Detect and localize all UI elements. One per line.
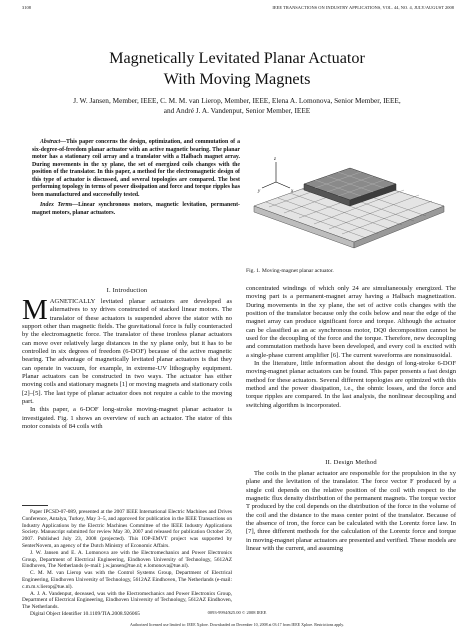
axis-z-label: z xyxy=(274,157,276,162)
figure-1 xyxy=(246,138,454,260)
right-paragraph-2: In the literature, little information about the design of long-stroke 6-DOF moving-magnet planar actuators can be found. This paper presents a fast design method for these actuators. Several different topologies are optimized with this method and the power dissipation, i.e., the ohmic losses, and the force and torque ripples are compared. In the last analysis, the nonlinear decoupling and switching algorithm is incorporated. xyxy=(246,360,456,409)
footnote-3: C. M. M. van Lierop was with the Control Systems Group, Department of Electrical Engineering, Eindhoven University of Technology, 5612AZ Eindhoven, The Netherlands (e-mail: c.m.m.v.lierop@tue.nl). xyxy=(22,570,232,590)
footnote-2: J. W. Jansen and E. A. Lomonova are with the Electromechanics and Power Electronics Group, Department of Electrical Engineering, Eindhoven University of Technology, 5612AZ Eindhoven, The Netherlands (e-mail: j.w.jansen@tue.nl; e.lomonova@tue.nl). xyxy=(22,549,232,570)
page-number: 3108 xyxy=(22,5,31,10)
abstract-label: Abstract— xyxy=(40,139,66,145)
footnote-1: Paper IPCSD-07-089, presented at the 2007 IEEE International Electric Machines and Drives Conference, Antalya, Turkey, May 3–5, and approved for publication in the IEEE Transactions on Industry Applications by the Electric Machines Committee of the IEEE Industry Applications Society. Manuscript submitted for review May 30, 2007 and released for publication October 29, 2007. Published July 23, 2008 (projected). This IOP-EMVT project was supported by SenterNovem, an agency of the Dutch Ministry of Economic Affairs. xyxy=(22,509,232,549)
paper-title-line2: With Moving Magnets xyxy=(163,70,311,88)
abstract xyxy=(32,139,240,217)
axis-y-label: y xyxy=(258,189,261,194)
footnote-rule xyxy=(22,505,48,506)
intro-paragraph-1: AGNETICALLY levitated planar actuators are developed as alternatives to xy drives constructed of stacked linear motors. The translator of these actuators is suspended above the stator with no support other than magnetic fields. The gravitational force is fully counteracted by the electromagnetic force. The translator of these ironless planar actuators can move over relatively large distances in the xy plane only, but it has to be controlled in six degrees of freedom (6-DOF) because of the active magnetic bearing. The advantage of magnetically levitated planar actuators is that they can operate in vacuum, for example, in extreme-UV lithography equipment. Planar actuators can be constructed in two ways. The actuator has either moving coils and stationary magnets [1] or moving magnets and stationary coils [2]–[5]. The last type of planar actuator does not require a cable to the moving part. xyxy=(22,298,233,406)
right-paragraph-1: concentrated windings of which only 24 are simultaneously energized. The moving part is a permanent-magnet array having a Halbach magnetization. During movements in the xy plane, the set of active coils changes with the position of the translator because only the coils below and near the edge of the magnet array can produce significant force and torque. Although the actuator can be classified as an ac synchronous motor, DQ0 decomposition cannot be used for the decoupling of the force and the torque. Therefore, new decoupling and commutation methods have been developed, and every coil is excited with a single-phase current amplifier [6]. The current waveforms are nonsinusoidal. xyxy=(246,285,456,359)
author-line1: J. W. Jansen, Member, IEEE, C. M. M. van Lierop, Member, IEEE, Elena A. Lomonova, Senior Member, IEEE, xyxy=(73,96,401,105)
author-line2: and André J. A. Vandenput, Senior Member, IEEE xyxy=(163,106,311,115)
index-terms-text: Linear synchronous motors, magnetic levitation, permanent-magnet motors, planar actuators. xyxy=(32,202,240,216)
section-1-heading: I. Introduction xyxy=(106,287,148,294)
footnotes xyxy=(22,509,232,618)
index-terms-label: Index Terms— xyxy=(40,202,79,209)
abstract-text: This paper concerns the design, optimization, and commutation of a six-degree-of-freedom planar actuator with an active magnetic bearing. The planar motor has a stationary coil array and a translator with a Halbach magnet array. During movements in the xy plane, the set of energized coils changes with the position of the translator. In this paper, a method for the electromagnetic design of this type of actuator is discussed, and several topologies are compared. The best performing topology in terms of power dissipation and force and torque ripples has been manufactured and successfully tested. xyxy=(32,139,240,198)
license-line: Authorized licensed use limited to: IEEE Xplore. Downloaded on December 10, 2008 at 03:17 from IEEE Xplore. Restrictions apply. xyxy=(130,622,344,627)
axis-x-label: x xyxy=(291,189,294,194)
design-paragraph-1: The coils in the planar actuator are responsible for the propulsion in the xy plane and the levitation of the translator. The force vector F produced by a single coil depends on the relative position of the coil with respect to the magnetic flux density distribution of the permanent magnets. The torque vector T produced by the coil depends on the distribution of the force in the volume of the coil and the distance to the mass center point of the translator. Because of the absence of iron, the force can be calculated with the Lorentz force law. In [7], three different methods for the calculation of the Lorentz force and torque in moving-magnet planar actuators are presented and verified. These models are linear with the current, and assuming xyxy=(246,470,456,553)
planar-actuator-illustration xyxy=(246,138,454,260)
footnote-4: A. J. A. Vandenput, deceased, was with the Electromechanics and Power Electronics Group, Department of Electrical Engineering, Eindhoven University of Technology, 5612AZ Eindhoven, The Netherlands. xyxy=(22,590,232,611)
intro-text xyxy=(22,294,233,432)
right-column-text xyxy=(246,285,456,410)
copyright-code: 0093-9994/$25.00 © 2008 IEEE xyxy=(207,610,267,615)
paper-title-line1: Magnetically Levitated Planar Actuator xyxy=(109,49,365,67)
intro-paragraph-2: In this paper, a 6-DOF long-stroke moving-magnet planar actuator is investigated. Fig. 1 shows an overview of such an actuator. The stator of this motor consists of 84 coils with xyxy=(22,406,232,431)
section-2-heading: II. Design Method xyxy=(325,459,377,466)
drop-cap: M xyxy=(22,294,48,326)
running-header: IEEE TRANSACTIONS ON INDUSTRY APPLICATIONS, VOL. 44, NO. 4, JULY/AUGUST 2008 xyxy=(272,5,454,10)
figure-1-caption: Fig. 1. Moving-magnet planar actuator. xyxy=(246,268,334,274)
design-method-text xyxy=(246,470,456,553)
doi: Digital Object Identifier 10.1109/TIA.2008.926065 xyxy=(30,610,140,617)
